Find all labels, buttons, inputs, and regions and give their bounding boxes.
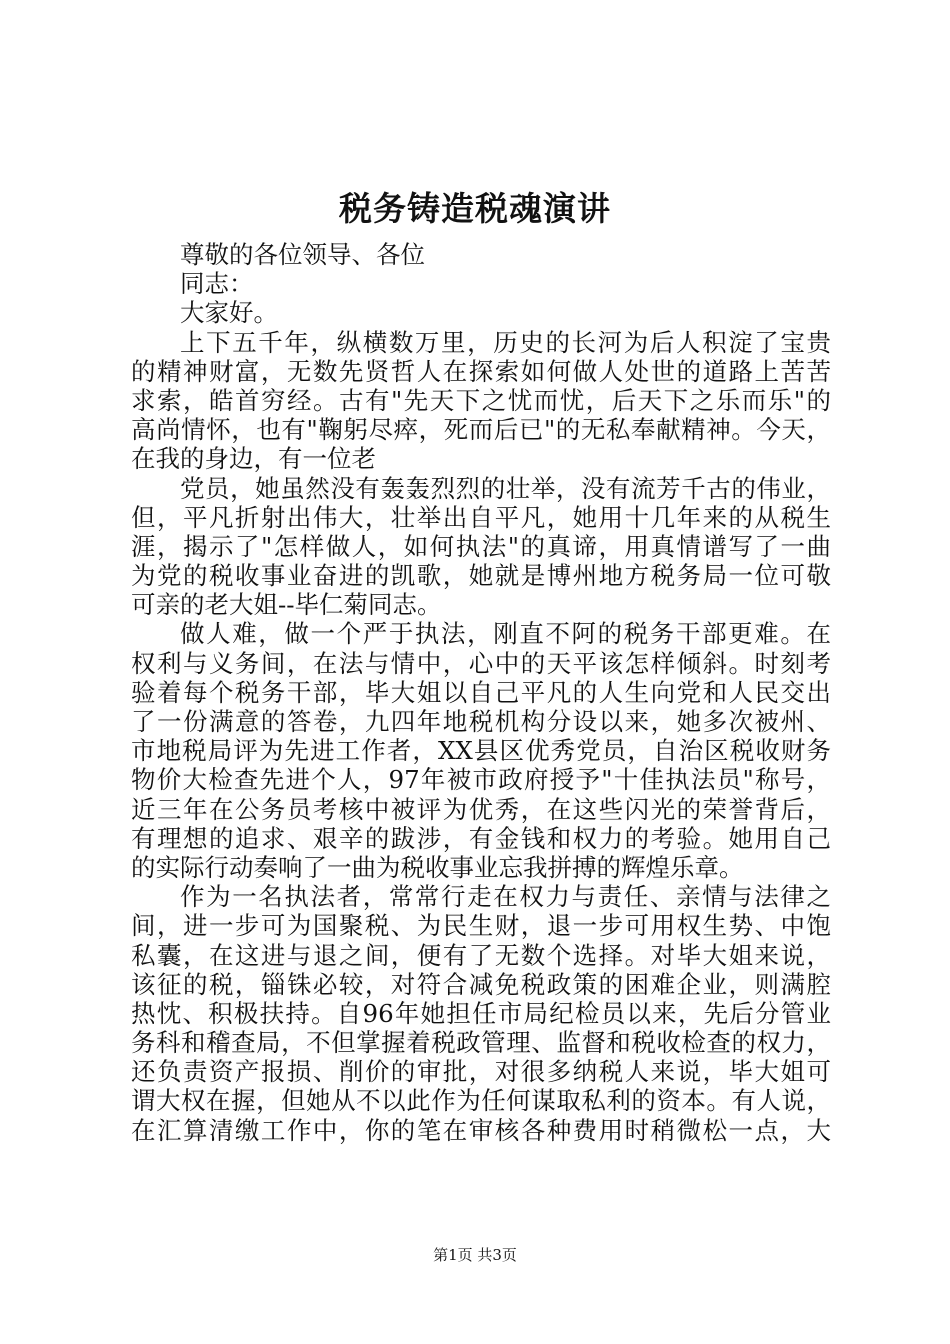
document-title: 税务铸造税魂演讲 (339, 189, 611, 228)
text-line: 有理想的追求、艰辛的跋涉，有金钱和权力的考验。她用自己 (131, 823, 831, 853)
text-line: 间，进一步可为国聚税、为民生财，退一步可用权生势、中饱 (131, 911, 831, 941)
text-line: 物价大检查先进个人，97年被市政府授予"十佳执法员"称号， (131, 765, 831, 795)
text-line: 高尚情怀，也有"鞠躬尽瘁，死而后已"的无私奉献精神。今天， (131, 415, 831, 445)
text-line: 在汇算清缴工作中，你的笔在审核各种费用时稍微松一点，大 (131, 1115, 831, 1145)
text-line: 同志： (180, 269, 254, 299)
text-line: 谓大权在握，但她从不以此作为任何谋取私利的资本。有人说， (131, 1086, 831, 1116)
text-line: 党员，她虽然没有轰轰烈烈的壮举，没有流芳千古的伟业， (180, 473, 831, 503)
text-line: 还负责资产报损、削价的审批，对很多纳税人来说，毕大姐可 (131, 1057, 831, 1087)
text-line: 但，平凡折射出伟大，壮举出自平凡，她用十几年来的从税生 (131, 502, 831, 532)
text-line: 涯，揭示了"怎样做人，如何执法"的真谛，用真情谱写了一曲 (131, 531, 831, 561)
text-line: 作为一名执法者，常常行走在权力与责任、亲情与法律之 (180, 882, 831, 912)
text-line: 为党的税收事业奋进的凯歌，她就是博州地方税务局一位可敬 (131, 561, 831, 591)
text-line: 该征的税，锱铢必较，对符合减免税政策的困难企业，则满腔 (131, 969, 831, 999)
text-line: 上下五千年，纵横数万里，历史的长河为后人积淀了宝贵 (180, 327, 831, 357)
text-line: 的实际行动奏响了一曲为税收事业忘我拼搏的辉煌乐章。 (131, 852, 744, 882)
text-line: 近三年在公务员考核中被评为优秀，在这些闪光的荣誉背后， (131, 794, 831, 824)
text-line: 可亲的老大姐--毕仁菊同志。 (131, 590, 442, 620)
text-line: 验着每个税务干部，毕大姐以自己平凡的人生向党和人民交出 (131, 677, 831, 707)
text-line: 私囊，在这进与退之间，便有了无数个选择。对毕大姐来说， (131, 940, 831, 970)
document-body (131, 240, 831, 1145)
text-line: 做人难，做一个严于执法，刚直不阿的税务干部更难。在 (180, 619, 831, 649)
text-line: 求索，皓首穷经。古有"先天下之忧而忧，后天下之乐而乐"的 (131, 385, 831, 415)
text-line: 务科和稽查局，不但掌握着税政管理、监督和税收检查的权力， (131, 1028, 831, 1058)
text-line: 市地税局评为先进工作者，XX县区优秀党员，自治区税收财务 (131, 736, 831, 766)
text-line: 大家好。 (180, 298, 278, 328)
text-line: 在我的身边，有一位老 (131, 444, 376, 474)
text-line: 权利与义务间，在法与情中，心中的天平该怎样倾斜。时刻考 (131, 648, 831, 678)
text-line: 尊敬的各位领导、各位 (180, 240, 425, 269)
text-line: 了一份满意的答卷，九四年地税机构分设以来，她多次被州、 (131, 707, 831, 736)
text-line: 的精神财富，无数先贤哲人在探索如何做人处世的道路上苦苦 (131, 356, 831, 386)
text-line: 热忱、积极扶持。自96年她担任市局纪检员以来，先后分管业 (131, 998, 831, 1028)
page-footer: 第1页 共3页 (433, 1246, 517, 1264)
